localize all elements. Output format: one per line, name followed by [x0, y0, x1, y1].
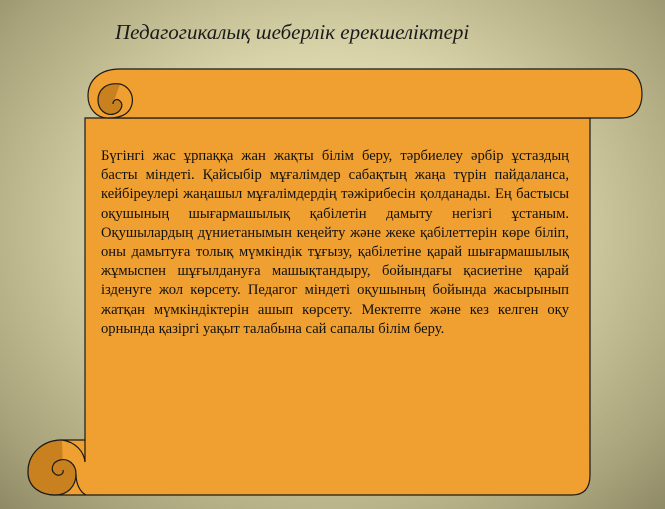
scroll-body-text: Бүгінгі жас ұрпаққа жан жақты білім беру, тәрбиелеу әрбір ұстаздың басты міндеті. Қайсыбір мұғалімдер сабақтың жаңа түрін пайдаланса, кейбіреулері жаңашыл мұғалімдердің тәжірибесін қолданады. Ең бастысы оқушының шығармашылық қабілетін дамыту негізгі ұстаным. Оқушылардың дүниетанымын кеңейту және жеке қабілеттерін көре біліп, оны дамытуға толық мүмкіндік тұғызу, қабілетіне қарай шығармашылық жұмыспен шұғылдануға машықтандыру, бойындағы қасиетіне қарай ізденуге жол көрсету. Педагог міндеті оқушының бойында жасырынып жатқан мүмкіндіктерін ашып көрсету. Мектепте және кез келген оқу орнында қазіргі уақыт талабына сай сапалы білім беру.	[101, 148, 569, 337]
slide-title: Педагогикалық шеберлік ерекшеліктері	[115, 20, 470, 44]
scroll-top-roll	[88, 69, 642, 118]
